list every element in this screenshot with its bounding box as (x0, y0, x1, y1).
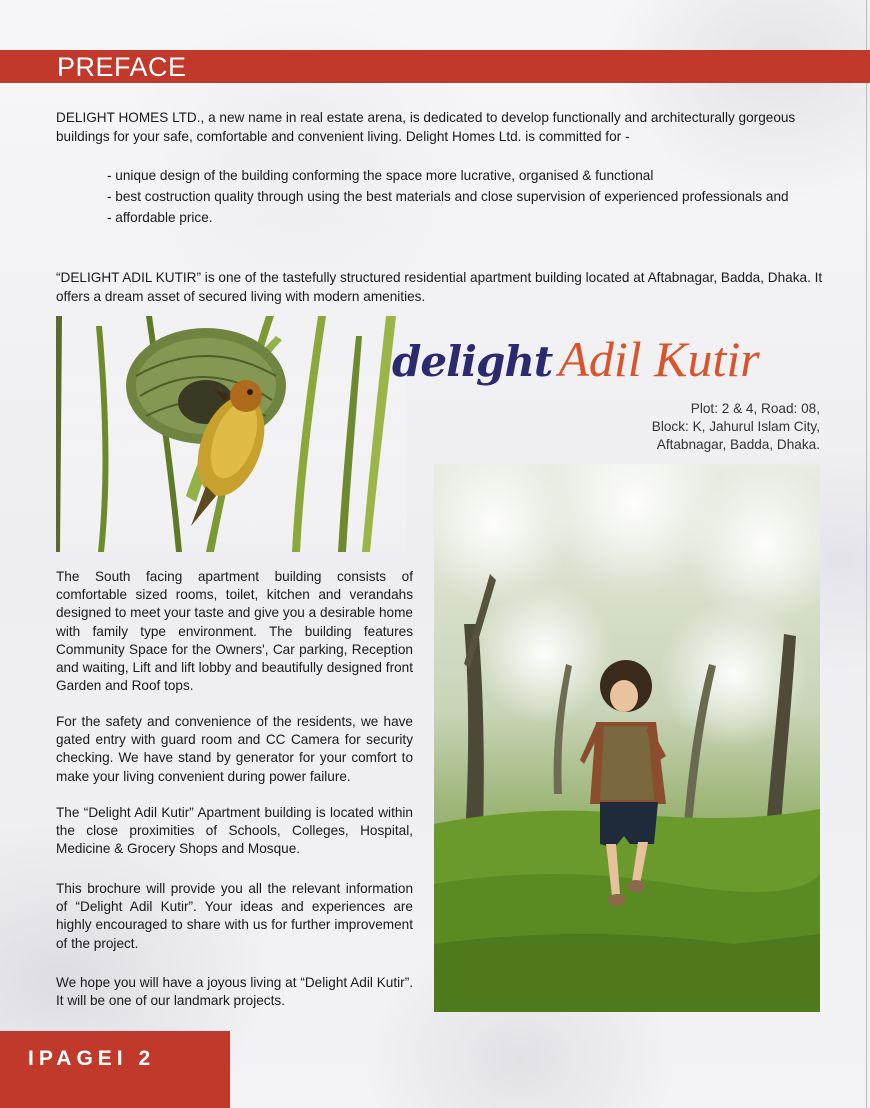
address-line: Aftabnagar, Badda, Dhaka. (656, 437, 820, 452)
logo-delight: delight (392, 337, 553, 386)
page-edge-line (866, 0, 867, 1108)
section-banner (0, 50, 870, 83)
address-line: Block: K, Jahurul Islam City, (651, 419, 820, 434)
project-summary-paragraph: “DELIGHT ADIL KUTIR” is one of the tastefully structured residential apartment building located at Aftabnagar, Badda, Dhaka. It offers a dream asset of secured living with modern amenities. (56, 270, 823, 304)
list-item: - unique design of the building conforming the space more lucrative, organised & functional (107, 168, 654, 183)
project-address (652, 400, 820, 454)
brochure-paragraph: This brochure will provide you all the relevant information of “Delight Adil Kutir”. Your ideas and experiences are highly encouraged to share with us for further improvement of the project. (56, 881, 413, 951)
list-item: - best costruction quality through using the best materials and close supervision of experienced professionals and (107, 189, 789, 204)
address-line: Plot: 2 & 4, Road: 08, (690, 401, 820, 416)
commitment-list (107, 165, 827, 228)
logo-adil-kutir: Adil Kutir (558, 331, 760, 387)
section-title: PREFACE (57, 52, 187, 82)
closing-paragraph: We hope you will have a joyous living at “Delight Adil Kutir”. It will be one of our landmark projects. (56, 975, 413, 1009)
building-features-paragraph: The South facing apartment building consists of comfortable sized rooms, toilet, kitchen and verandahs designed to meet your taste and give you a desirable home with family type environment. The building features Community Space for the Owners', Car parking, Reception and waiting, Lift and lift lobby and beautifully designed front Garden and Roof tops. (56, 569, 413, 694)
project-logo (392, 330, 760, 388)
bird-nest-image (56, 316, 406, 552)
child-orchard-photo (434, 464, 820, 1012)
location-paragraph: The “Delight Adil Kutir” Apartment building is located within the close proximities of Schools, Colleges, Hospital, Medicine & Grocery Shops and Mosque. (56, 805, 413, 857)
list-item: - affordable price. (107, 210, 213, 225)
page-number: IPAGEI 2 (28, 1047, 156, 1070)
page-footer (0, 1031, 230, 1108)
safety-paragraph: For the safety and convenience of the residents, we have gated entry with guard room and CC Camera for security checking. We have stand by generator for your comfort to make your living convenient during power failure. (56, 714, 413, 784)
intro-paragraph: DELIGHT HOMES LTD., a new name in real estate arena, is dedicated to develop functionally and architecturally gorgeous buildings for your safe, comfortable and convenient living. Delight Homes Ltd. is committed for - (56, 110, 796, 144)
